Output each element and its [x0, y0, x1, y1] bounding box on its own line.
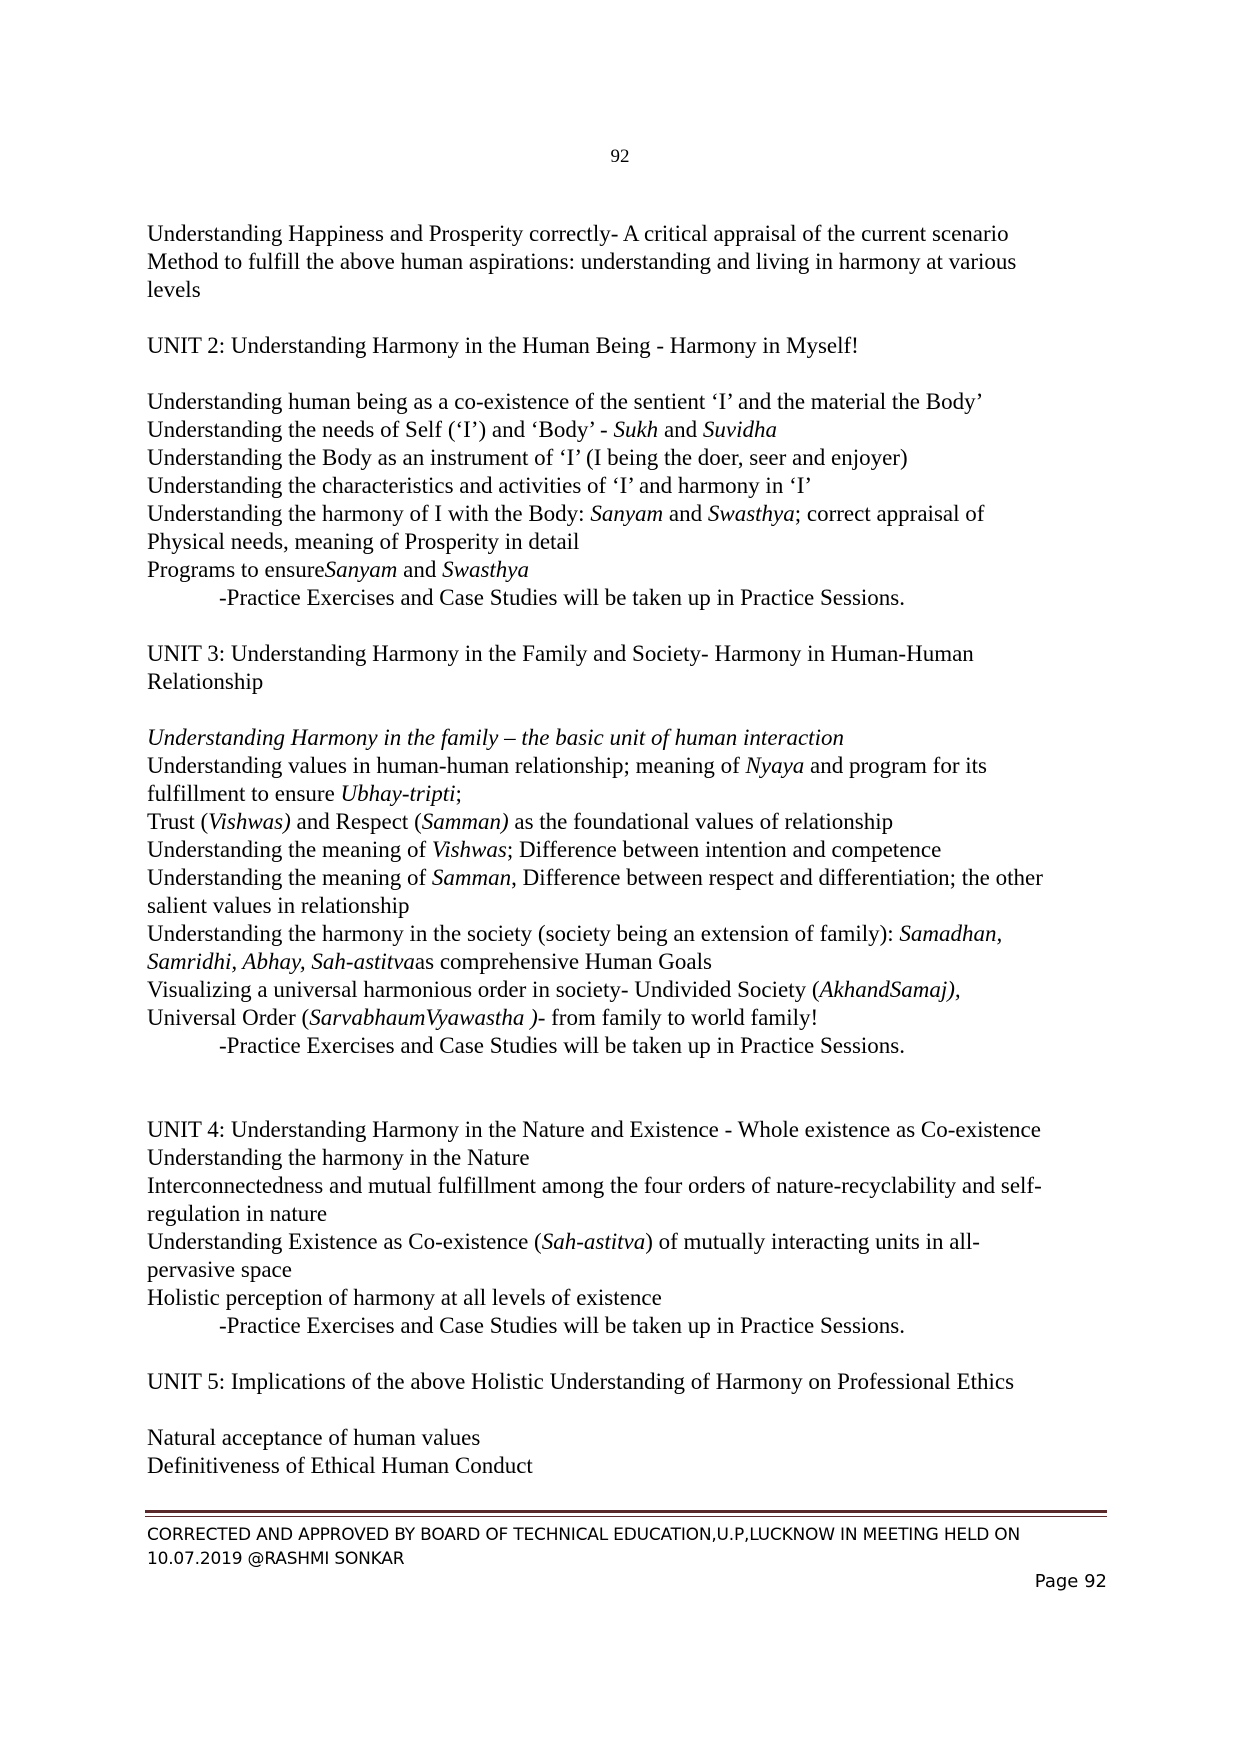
text-line: Understanding the needs of Self (‘I’) and ‘Body’ - Sukh and Suvidha: [147, 417, 778, 442]
footer-line: 10.07.2019 @RASHMI SONKAR: [147, 1549, 405, 1569]
footer-divider: [145, 1510, 1107, 1513]
document-body: [147, 220, 1107, 1480]
text-line: Samridhi, Abhay, Sah-astitvaas comprehensive Human Goals: [147, 949, 712, 974]
text-line: Understanding the characteristics and activities of ‘I’ and harmony in ‘I’: [147, 473, 813, 498]
text-line: levels: [147, 277, 201, 302]
text-line: Visualizing a universal harmonious order in society- Undivided Society (AkhandSamaj),: [147, 977, 961, 1002]
text-line: Definitiveness of Ethical Human Conduct: [147, 1453, 533, 1478]
footer-line: CORRECTED AND APPROVED BY BOARD OF TECHNICAL EDUCATION,U.P,LUCKNOW IN MEETING HELD ON: [147, 1525, 1021, 1545]
text-line: Programs to ensureSanyam and Swasthya: [147, 557, 530, 582]
footer-divider-thin: [145, 1516, 1107, 1517]
text-line: Holistic perception of harmony at all levels of existence: [147, 1285, 662, 1310]
practice-note: -Practice Exercises and Case Studies will be taken up in Practice Sessions.: [219, 1033, 905, 1058]
text-line: salient values in relationship: [147, 893, 410, 918]
unit-3-heading-cont: Relationship: [147, 669, 264, 694]
text-line: Understanding values in human-human relationship; meaning of Nyaya and program for its: [147, 753, 987, 778]
text-line: Understanding the Body as an instrument of ‘I’ (I being the doer, seer and enjoyer): [147, 445, 908, 470]
text-line: Trust (Vishwas) and Respect (Samman) as the foundational values of relationship: [147, 809, 894, 834]
text-line: Natural acceptance of human values: [147, 1425, 481, 1450]
text-line: Understanding the harmony in the Nature: [147, 1145, 530, 1170]
text-line: Understanding the meaning of Vishwas; Difference between intention and competence: [147, 837, 942, 862]
text-line: Understanding the harmony of I with the Body: Sanyam and Swasthya; correct appraisal of: [147, 501, 985, 526]
text-line: Understanding the meaning of Samman, Difference between respect and differentiation; the other: [147, 865, 1043, 890]
page-number-top: 92: [610, 146, 630, 167]
text-line: Method to fulfill the above human aspirations: understanding and living in harmony at various: [147, 249, 1017, 274]
text-line: fulfillment to ensure Ubhay-tripti;: [147, 781, 462, 806]
practice-note: -Practice Exercises and Case Studies will be taken up in Practice Sessions.: [219, 1313, 905, 1338]
footer-note: [147, 1523, 1107, 1571]
practice-note: -Practice Exercises and Case Studies will be taken up in Practice Sessions.: [219, 585, 905, 610]
unit-5-heading: UNIT 5: Implications of the above Holistic Understanding of Harmony on Professional Ethics: [147, 1369, 1015, 1394]
unit-2-heading: UNIT 2: Understanding Harmony in the Human Being - Harmony in Myself!: [147, 333, 859, 358]
text-line: pervasive space: [147, 1257, 292, 1282]
text-line: Understanding Existence as Co-existence (Sah-astitva) of mutually interacting units in all-: [147, 1229, 980, 1254]
page-label: Page 92: [1034, 1571, 1107, 1592]
text-line: regulation in nature: [147, 1201, 328, 1226]
text-line: Interconnectedness and mutual fulfillment among the four orders of nature-recyclability and self-: [147, 1173, 1042, 1198]
unit-4-heading: UNIT 4: Understanding Harmony in the Nature and Existence - Whole existence as Co-existence: [147, 1117, 1041, 1142]
text-line: Understanding Harmony in the family – the basic unit of human interaction: [147, 725, 844, 750]
text-line: Universal Order (SarvabhaumVyawastha )- from family to world family!: [147, 1005, 819, 1030]
text-line: Understanding Happiness and Prosperity correctly- A critical appraisal of the current scenario: [147, 221, 1009, 246]
text-line: Understanding human being as a co-existence of the sentient ‘I’ and the material the Body’: [147, 389, 984, 414]
text-line: Physical needs, meaning of Prosperity in detail: [147, 529, 580, 554]
unit-3-heading: UNIT 3: Understanding Harmony in the Family and Society- Harmony in Human-Human: [147, 641, 974, 666]
text-line: Understanding the harmony in the society (society being an extension of family): Samadhan,: [147, 921, 1003, 946]
